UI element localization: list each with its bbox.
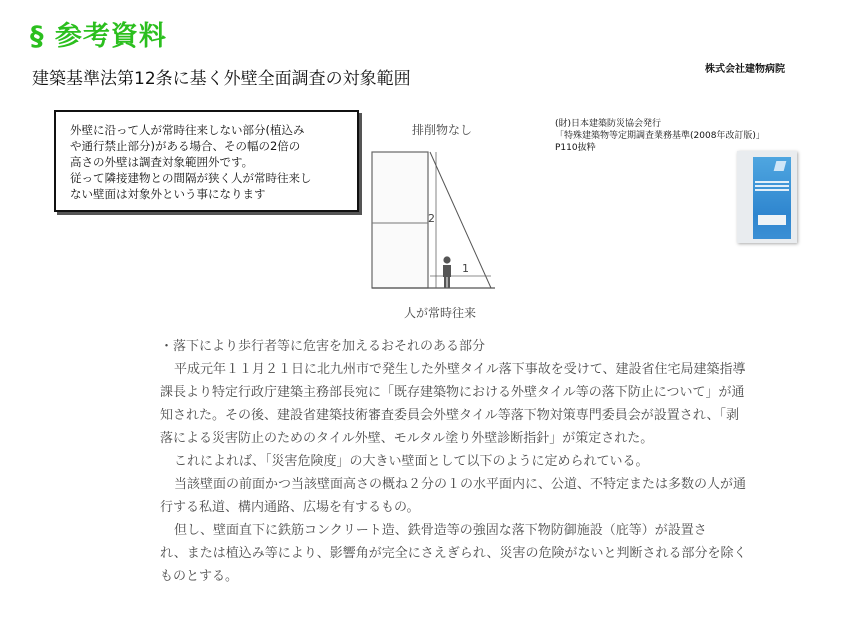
book-title-lines: [755, 181, 789, 197]
note-line: ない壁面は対象外という事になります: [70, 187, 266, 201]
scanned-text-excerpt: [160, 335, 747, 588]
scan-line: ものとする。: [160, 569, 239, 584]
note-line: 高さの外壁は調査対象範囲外です。: [70, 155, 254, 169]
scan-line: 知された。その後、建設省建築技術審査委員会外壁タイル等落下物対策専門委員会が設置され、「剥: [160, 408, 740, 423]
note-box: [54, 110, 359, 212]
book-sticker: [758, 215, 786, 225]
scan-line: これによれば、「災害危険度」の大きい壁面として以下のように定められている。: [174, 454, 649, 469]
wall-building: [372, 152, 428, 288]
scan-line: ・落下により歩行者等に危害を加えるおそれのある部分: [160, 339, 486, 354]
scan-line: 課長より特定行政庁建築主務部長宛に「既存建築物における外壁タイル等の落下防止について」が通: [160, 385, 745, 400]
diagram-height-label: 2: [428, 212, 435, 225]
person-icon: [443, 256, 451, 288]
note-line: や通行禁止部分)がある場合、その幅の2倍の: [70, 139, 301, 153]
diagram-bottom-label: 人が常時往来: [404, 306, 477, 320]
diagram-top-label: 排削物なし: [412, 123, 473, 137]
note-line: 外壁に沿って人が常時往来しない部分(植込み: [70, 123, 305, 137]
note-line: 従って隣接建物との間隔が狭く人が常時往来し: [70, 171, 312, 185]
book-logo-icon: [774, 161, 787, 171]
slope-line: [430, 152, 491, 288]
scan-line: 当該壁面の前面かつ当該壁面高さの概ね２分の１の水平面内に、公道、不特定または多数の人が通: [174, 477, 747, 492]
wall-diagram: [370, 118, 520, 323]
source-line: 「特殊建築物等定期調査業務基準(2008年改訂版)」: [555, 131, 765, 141]
source-citation: [555, 118, 765, 154]
source-line: P110抜粋: [555, 143, 596, 153]
scan-line: 但し、壁面直下に鉄筋コンクリート造、鉄骨造等の強固な落下物防御施設（庇等）が設置さ: [174, 523, 707, 538]
scan-line: れ、または植込み等により、影響角が完全にさえぎられ、災害の危険がないと判断される部分を除く: [160, 546, 747, 561]
source-line: (財)日本建築防災協会発行: [555, 119, 662, 129]
book-cover: [753, 157, 791, 239]
scan-line: 落による災害防止のためのタイル外壁、モルタル塗り外壁診断指針」が策定された。: [160, 431, 654, 446]
scan-line: 行する私道、構内通路、広場を有するもの。: [160, 500, 420, 515]
book-cover-icon: [737, 151, 797, 243]
section-title: § 参考資料: [30, 21, 167, 52]
scan-line: 平成元年１１月２１日に北九州市で発生した外壁タイル落下事故を受けて、建設省住宅局建築指導: [174, 362, 746, 377]
slide-subtitle: 建築基準法第12条に基く外壁全面調査の対象範囲: [32, 69, 411, 89]
diagram-width-label: 1: [462, 262, 469, 275]
company-name: 株式会社建物病院: [705, 64, 785, 75]
